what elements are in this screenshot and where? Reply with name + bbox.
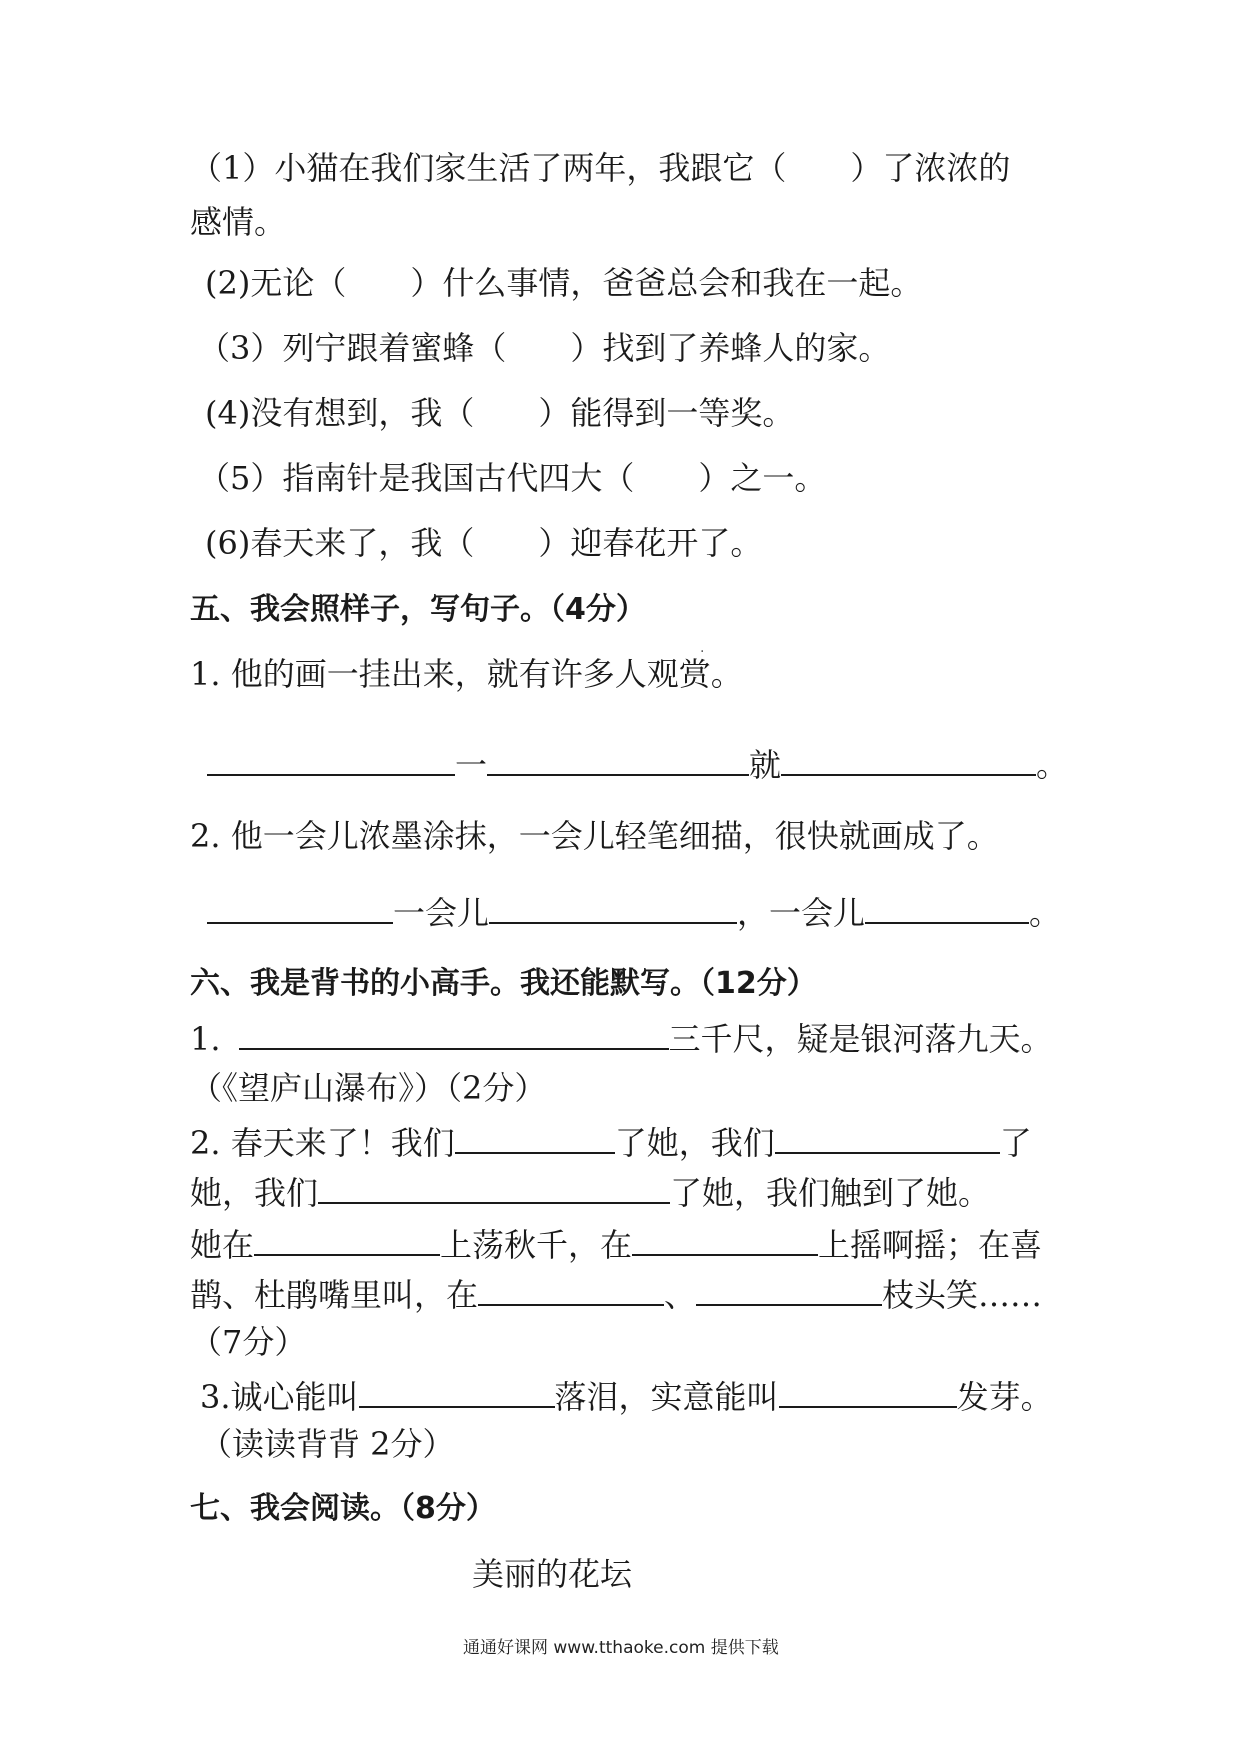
section-6-heading: 六、我是背书的小高手。我还能默写。（12分） [190,966,817,1001]
fill-line-2 [207,888,1061,932]
q3-text-b: 落泪，实意能叫 [554,1378,779,1416]
answer-blank[interactable] [779,1372,957,1408]
q2-text-i: 鹊、杜鹃嘴里叫，在 [190,1276,479,1314]
q1-text: 三千尺，疑是银河落九天。 [668,1020,1053,1058]
recite-q2-note: （7分） [190,1323,307,1361]
section-5-heading: 五、我会照样子，写句子。（4分） [190,592,646,627]
q2-text-h: 上摇啊摇；在喜 [818,1226,1043,1264]
answer-blank[interactable] [775,1118,1000,1154]
answer-blank[interactable] [207,888,393,924]
answer-blank[interactable] [207,740,455,776]
question-6: (6)春天来了，我（ ）迎春花开了。 [205,524,763,562]
period: 。 [1036,746,1069,784]
q2-text-j: 、 [664,1276,697,1314]
section-7-heading: 七、我会阅读。（8分） [190,1491,496,1526]
q3-text-a: 3.诚心能叫 [200,1378,359,1416]
recite-q1-note: （《望庐山瀑布》）（2分） [190,1069,547,1107]
question-5: （5）指南针是我国古代四大（ ）之一。 [198,459,827,497]
answer-blank[interactable] [781,740,1036,776]
answer-blank[interactable] [455,1118,615,1154]
answer-blank[interactable] [696,1270,882,1306]
recite-q2-line-4 [190,1270,1042,1314]
question-2: (2)无论（ ）什么事情，爸爸总会和我在一起。 [205,264,923,302]
q2-text-g: 上荡秋千，在 [440,1226,633,1264]
word-yihuier: 一会儿 [393,894,490,932]
example-sentence-2: 2. 他一会儿浓墨涂抹，一会儿轻笔细描，很快就画成了。 [190,817,999,855]
recite-q2-line-3 [190,1220,1042,1264]
recite-q3-note: （读读背背 2分） [200,1425,455,1463]
answer-blank[interactable] [478,1270,664,1306]
question-1-line-2: 感情。 [190,203,287,241]
question-4: (4)没有想到，我（ ）能得到一等奖。 [205,394,795,432]
answer-blank[interactable] [254,1220,440,1256]
question-1-line-1: （1）小猫在我们家生活了两年，我跟它（ ）了浓浓的 [190,149,1011,187]
word-yihuier-2: ，一会儿 [737,894,866,932]
answer-blank[interactable] [632,1220,818,1256]
q2-text-a: 2. 春天来了！我们 [190,1124,455,1162]
example-sentence-1: 1. 他的画一挂出来，就有许多人观赏。 [190,655,743,693]
q2-text-c: 了 [999,1124,1032,1162]
answer-blank[interactable] [489,888,737,924]
answer-blank[interactable] [487,740,749,776]
answer-blank[interactable] [359,1372,555,1408]
q2-text-d: 她，我们 [190,1174,319,1212]
fill-line-1 [207,740,1068,784]
recite-q2-line-1 [190,1118,1032,1162]
answer-blank[interactable] [239,1014,669,1050]
answer-blank[interactable] [318,1168,670,1204]
q1-number: 1. [190,1020,221,1058]
footer-watermark: 通通好课网 www.tthaoke.com 提供下载 [463,1638,779,1658]
period: 。 [1029,894,1062,932]
q2-text-b: 了她，我们 [614,1124,775,1162]
recite-q2-line-2 [190,1168,990,1212]
passage-title: 美丽的花坛 [472,1555,633,1593]
word-jiu: 就 [749,746,782,784]
answer-blank[interactable] [865,888,1029,924]
question-3: （3）列宁跟着蜜蜂（ ）找到了养蜂人的家。 [198,329,891,367]
recite-q3 [200,1372,1053,1416]
word-yi: 一 [455,746,488,784]
q2-text-e: 了她，我们触到了她。 [670,1174,991,1212]
recite-q1 [190,1014,1053,1058]
q2-text-k: 枝头笑…… [882,1276,1043,1314]
q2-text-f: 她在 [190,1226,255,1264]
dot-mark: . [700,640,705,656]
q3-text-c: 发芽。 [956,1378,1053,1416]
